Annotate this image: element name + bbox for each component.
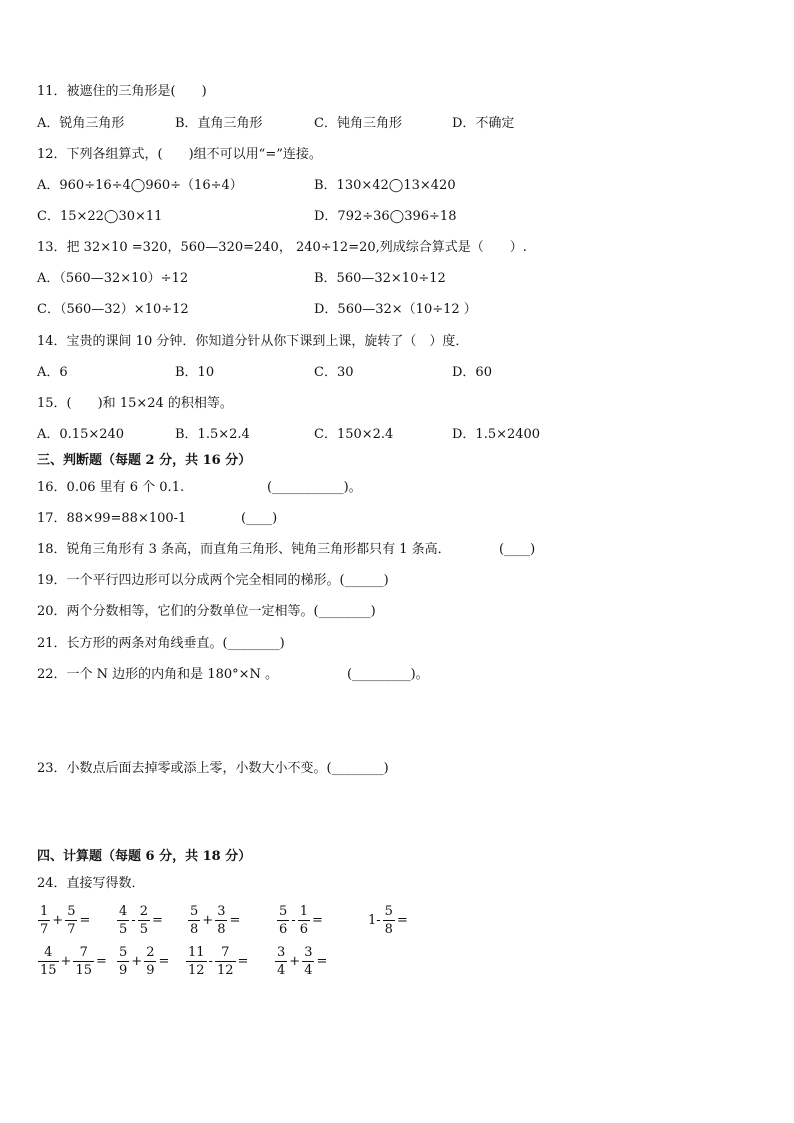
fraction: $\frac{3}{4}$ [304, 944, 313, 978]
q15-option-b: B．1.5×2.4 [175, 427, 250, 442]
q11-option-d: D．不确定 [452, 116, 515, 131]
fraction-expression [37, 898, 91, 942]
section-3-heading: 三、判断题（每题 2 分，共 16 分） [37, 453, 252, 468]
question-18: 18．锐角三角形有 3 条高，而直角三角形、钝角三角形都只有 1 条高． [37, 542, 451, 557]
q14-option-a: A．6 [37, 365, 68, 380]
q14-option-c: C．30 [314, 365, 354, 380]
fraction-expression [37, 939, 108, 983]
question-21: 21．长方形的两条对角线垂直。(________) [37, 636, 285, 651]
question-18-answer-blank[interactable]: (____) [499, 542, 536, 557]
operator: - [131, 912, 136, 928]
fraction-expression [274, 939, 328, 983]
fraction: $\frac{7}{15}$ [75, 944, 92, 978]
q14-option-d: D．60 [452, 365, 492, 380]
question-17: 17．88×99=88×100-1 [37, 511, 187, 526]
q11-option-c: C．钝角三角形 [314, 116, 402, 131]
fraction: $\frac{5}{9}$ [119, 944, 128, 978]
q15-option-d: D．1.5×2400 [452, 427, 541, 442]
equals-sign: = [229, 912, 241, 928]
operator: - [291, 912, 296, 928]
q12-option-a: A．960÷16÷4◯960÷（16÷4） [37, 178, 243, 193]
question-24: 24．直接写得数． [37, 876, 145, 891]
equals-sign: = [316, 953, 328, 969]
question-14-stem: 14．宝贵的课间 10 分钟．你知道分针从你下课到上课，旋转了（ ）度． [37, 334, 469, 349]
fraction-expression [367, 898, 409, 942]
question-23: 23．小数点后面去掉零或添上零，小数大小不变。(________) [37, 761, 389, 776]
fraction: $\frac{5}{8}$ [384, 903, 393, 937]
question-20: 20．两个分数相等，它们的分数单位一定相等。(________) [37, 604, 376, 619]
operator: + [289, 953, 301, 969]
fraction: $\frac{7}{12}$ [216, 944, 234, 978]
operator: + [202, 912, 214, 928]
fraction: $\frac{4}{15}$ [40, 944, 57, 978]
equals-sign: = [151, 912, 163, 928]
question-12-stem: 12．下列各组算式，( )组不可以用“=”连接。 [37, 147, 322, 162]
fraction-expression [185, 939, 249, 983]
equals-sign: = [79, 912, 91, 928]
q11-option-b: B．直角三角形 [175, 116, 263, 131]
fraction-expression [116, 898, 164, 942]
fraction: $\frac{3}{8}$ [217, 903, 226, 937]
operator: - [208, 953, 213, 969]
fraction: $\frac{2}{9}$ [146, 944, 155, 978]
q11-option-a: A．锐角三角形 [37, 116, 125, 131]
q13-option-b: B．560—32×10÷12 [314, 271, 446, 286]
q13-option-c: C．（560—32）×10÷12 [37, 302, 189, 317]
operator: + [52, 912, 64, 928]
q12-option-b: B．130×42◯13×420 [314, 178, 456, 193]
question-11-stem: 11．被遮住的三角形是( ) [37, 84, 207, 99]
question-22-answer-blank[interactable]: (_________)。 [347, 667, 429, 682]
fraction: $\frac{5}{6}$ [279, 903, 288, 937]
operator: 1- [368, 912, 381, 928]
q14-option-b: B．10 [175, 365, 215, 380]
question-19: 19．一个平行四边形可以分成两个完全相同的梯形。(______) [37, 573, 389, 588]
equals-sign: = [237, 953, 249, 969]
fraction: $\frac{5}{7}$ [67, 903, 76, 937]
q15-option-c: C．150×2.4 [314, 427, 394, 442]
question-17-answer-blank[interactable]: (____) [241, 511, 278, 526]
equals-sign: = [158, 953, 170, 969]
section-4-heading: 四、计算题（每题 6 分，共 18 分） [37, 849, 252, 864]
question-22: 22．一个 N 边形的内角和是 180°×N 。 [37, 667, 279, 682]
fraction: $\frac{1}{7}$ [40, 903, 49, 937]
equals-sign: = [396, 912, 408, 928]
operator: + [131, 953, 143, 969]
question-15-stem: 15．( )和 15×24 的积相等。 [37, 396, 233, 411]
question-16-answer-blank[interactable]: (___________)。 [267, 480, 362, 495]
fraction: $\frac{1}{6}$ [299, 903, 308, 937]
q12-option-d: D．792÷36◯396÷18 [314, 209, 457, 224]
fraction-expression [187, 898, 241, 942]
fraction-expression [276, 898, 324, 942]
question-13-stem: 13．把 32×10 =320，560—320=240， 240÷12=20,列成综合算式是（ ）. [37, 240, 527, 255]
operator: + [60, 953, 72, 969]
fraction-expression [116, 939, 170, 983]
equals-sign: = [96, 953, 107, 969]
q12-option-c: C．15×22◯30×11 [37, 209, 163, 224]
equals-sign: = [311, 912, 323, 928]
fraction: $\frac{5}{8}$ [190, 903, 199, 937]
fraction: $\frac{11}{12}$ [188, 944, 205, 978]
q13-option-a: A．（560—32×10）÷12 [37, 271, 189, 286]
fraction: $\frac{3}{4}$ [277, 944, 286, 978]
fraction: $\frac{2}{5}$ [139, 903, 148, 937]
fraction: $\frac{4}{5}$ [119, 903, 128, 937]
question-16: 16．0.06 里有 6 个 0.1. [37, 480, 185, 495]
q15-option-a: A．0.15×240 [37, 427, 125, 442]
q13-option-d: D．560—32×（10÷12 ） [314, 302, 477, 317]
